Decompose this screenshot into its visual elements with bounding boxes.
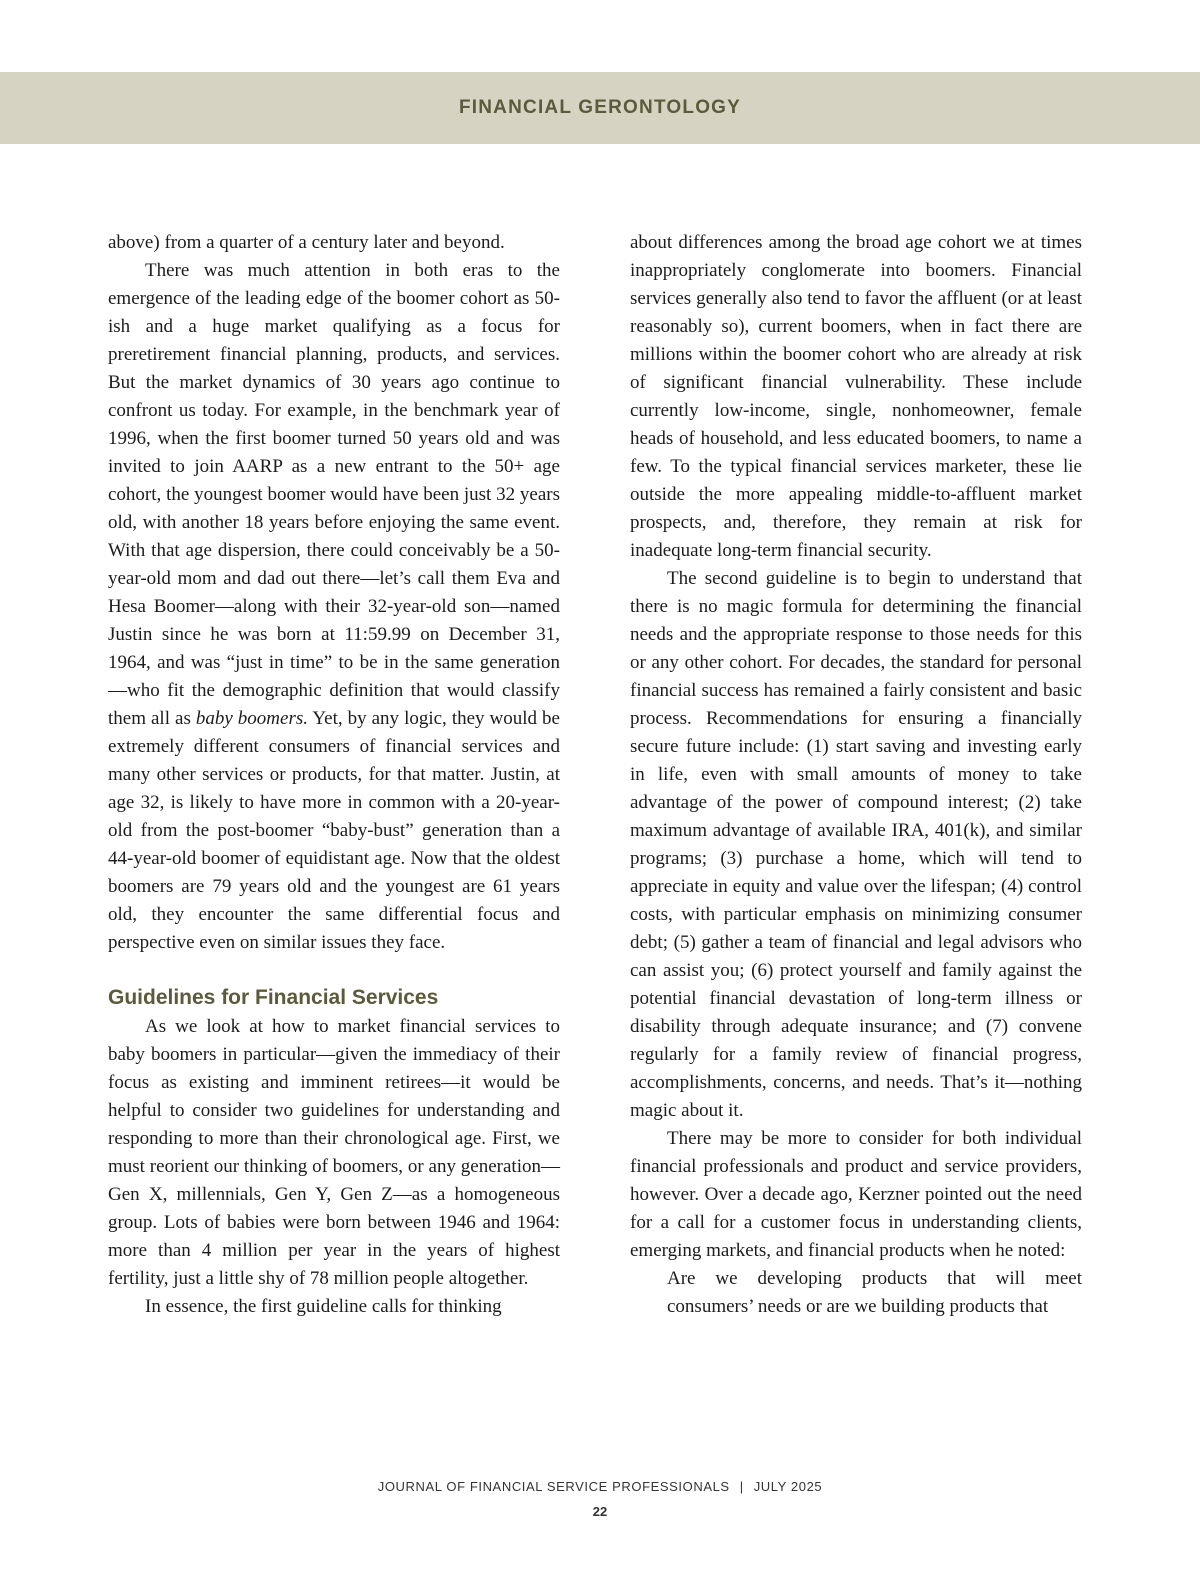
paragraph: There may be more to consider for both individual financial professionals and product and service providers, however. Over a decade ago, Kerzner pointed out the need for a call for a customer focus in understanding clients, emerging markets, and financial products when he noted:: [630, 1128, 1082, 1261]
paragraph: In essence, the first guideline calls for thinking: [145, 1296, 502, 1317]
paragraph: about differences among the broad age cohort we at times inappropriately conglomerate into boomers. Financial services generally also tend to favor the affluent (or at least reasonably so), current boomers, when in fact there are millions within the boomer cohort who are already at risk of significant financial vulnerability. These include currently low-income, single, nonhomeowner, female heads of household, and less educated boomers, to name a few. To the typical financial services marketer, these lie outside the more appealing middle-to-affluent market prospects, and, therefore, they remain at risk for inadequate long-term financial security.: [630, 232, 1082, 561]
block-quote: Are we developing products that will meet consumers’ needs or are we building products that: [667, 1268, 1082, 1317]
paragraph: above) from a quarter of a century later and beyond.: [108, 232, 505, 253]
paragraph: As we look at how to market financial services to baby boomers in particular—given the immediacy of their focus as existing and imminent retirees—it would be helpful to consider two guidelines for understanding and responding to more than their chronological age. First, we must reorient our thinking of boomers, or any generation—Gen X, millennials, Gen Y, Gen Z—as a homogeneous group. Lots of babies were born between 1946 and 1964: more than 4 million per year in the years of highest fertility, just a little shy of 78 million people altogether.: [108, 1016, 560, 1289]
section-header-banner: [0, 72, 1200, 144]
paragraph: The second guideline is to begin to understand that there is no magic formula for determining the financial needs and the appropriate response to those needs for this or any other cohort. For decades, the standard for personal financial success has remained a fairly consistent and basic process. Recommendations for ensuring a financially secure future include: (1) start saving and investing early in life, even with small amounts of money to take advantage of the power of compound interest; (2) take maximum advantage of available IRA, 401(k), and similar programs; (3) purchase a home, which will tend to appreciate in equity and value over the lifespan; (4) control costs, with particular emphasis on minimizing consumer debt; (5) gather a team of financial and legal advisors who can assist you; (6) protect yourself and family against the potential financial devastation of long-term illness or disability through adequate insurance; and (7) convene regularly for a family review of financial progress, accomplishments, concerns, and needs. That’s it—nothing magic about it.: [630, 568, 1082, 1121]
section-title: FINANCIAL GERONTOLOGY: [458, 97, 742, 118]
paragraph-text: Yet, by any logic, they would be extremely different consumers of financial services and many other services or products, for that matter. Justin, at age 32, is likely to have more in common with a 20-year-old from the post-boomer “baby-bust” generation than a 44-year-old boomer of equidistant age. Now that the oldest boomers are 79 years old and the youngest are 61 years old, they encounter the same differential focus and perspective even on similar issues they face.: [108, 708, 560, 953]
paragraph-text: There was much attention in both eras to the emergence of the leading edge of the boomer cohort as 50-ish and a huge market qualifying as a focus for preretirement financial planning, products, and services. But the market dynamics of 30 years ago continue to confront us today. For example, in the benchmark year of 1996, when the first boomer turned 50 years old and was invited to join AARP as a new entrant to the 50+ age cohort, the youngest boomer would have been just 32 years old, with another 18 years before enjoying the same event. With that age dispersion, there could conceivably be a 50-year-old mom and dad out there—let’s call them Eva and Hesa Boomer—along with their 32-year-old son—named Justin since he was born at 11:59.99 on December 31, 1964, and was “just in time” to be in the same generation—who fit the demographic definition that would classify them all as: [108, 260, 560, 729]
right-column: [630, 229, 1082, 1321]
footer: [0, 1479, 1200, 1494]
page-number: 22: [592, 1504, 608, 1519]
section-heading: Guidelines for Financial Services: [108, 986, 439, 1009]
left-column: [108, 229, 560, 1321]
paragraph: [108, 257, 560, 957]
journal-name: JOURNAL OF FINANCIAL SERVICE PROFESSIONALS: [377, 1479, 730, 1494]
italic-term: baby boomers.: [195, 708, 308, 729]
footer-separator: |: [739, 1479, 744, 1494]
issue-date: JULY 2025: [753, 1479, 823, 1494]
